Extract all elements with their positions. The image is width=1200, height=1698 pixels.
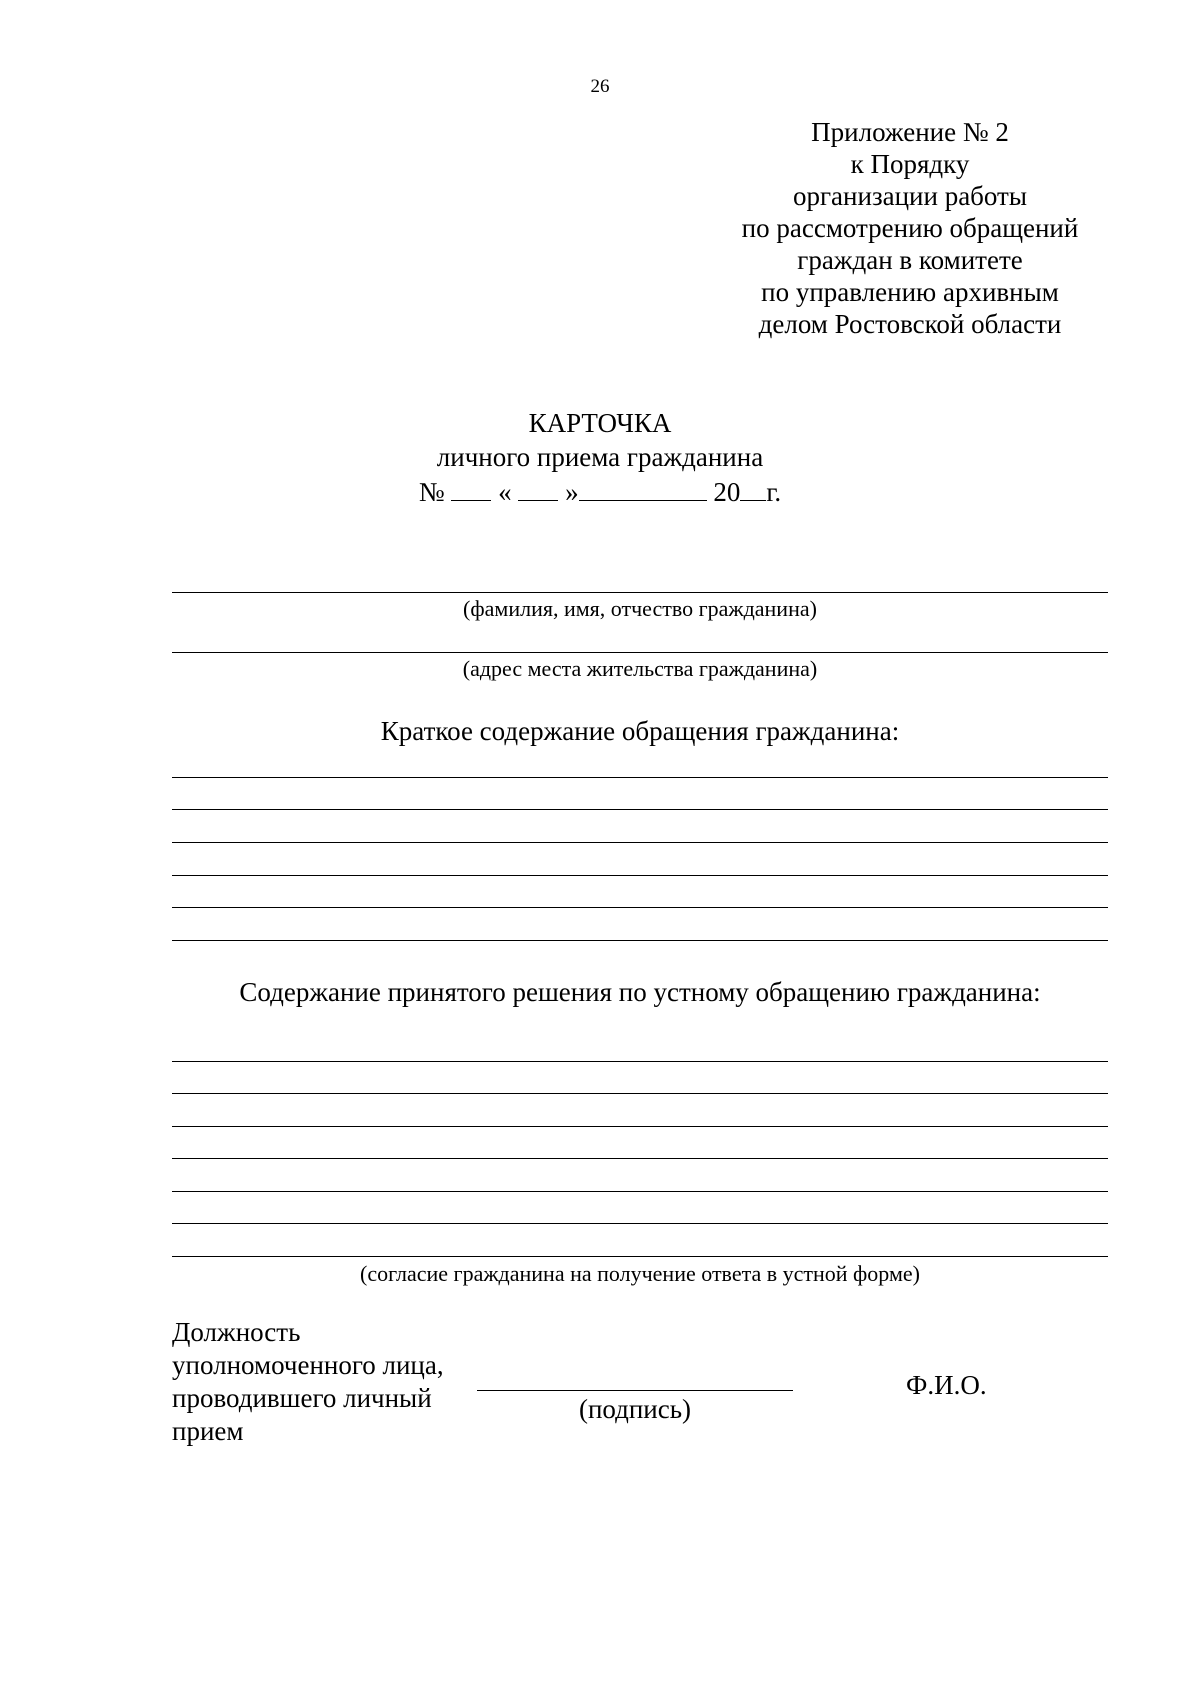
summary-line[interactable]: [172, 809, 1108, 810]
summary-line[interactable]: [172, 842, 1108, 843]
page-number: 26: [590, 76, 610, 97]
appendix-line: к Порядку: [850, 149, 970, 179]
citizen-address-caption: (адрес места жительства гражданина): [462, 656, 818, 681]
decision-line[interactable]: [172, 1061, 1108, 1062]
signature-caption: (подпись): [578, 1394, 692, 1424]
appendix-reference: [700, 116, 1120, 340]
official-position-label: [172, 1316, 472, 1448]
appendix-line: граждан в комитете: [797, 245, 1023, 275]
appendix-line: организации работы: [792, 181, 1027, 211]
decision-line[interactable]: [172, 1158, 1108, 1159]
position-line: уполномоченного лица,: [172, 1350, 444, 1380]
decision-line[interactable]: [172, 1191, 1108, 1192]
summary-heading: Краткое содержание обращения гражданина:: [380, 716, 900, 746]
card-title-block: [0, 406, 1200, 509]
consent-caption: (согласие гражданина на получение ответа в устной форме): [360, 1261, 920, 1286]
card-title: КАРТОЧКА: [528, 408, 672, 438]
decision-heading: Содержание принятого решения по устному обращению гражданина:: [239, 977, 1041, 1007]
quote-open: «: [498, 477, 512, 507]
card-number-date-line: [0, 474, 1200, 509]
year-prefix: 20: [713, 477, 741, 507]
card-number-field[interactable]: [451, 474, 491, 501]
year-field[interactable]: [740, 474, 766, 501]
appendix-line: делом Ростовской области: [758, 309, 1062, 339]
citizen-name-caption: (фамилия, имя, отчество гражданина): [463, 596, 817, 621]
appendix-line: Приложение № 2: [811, 117, 1009, 147]
position-line: прием: [172, 1416, 244, 1446]
citizen-name-line[interactable]: [172, 592, 1108, 593]
number-sign: №: [418, 477, 445, 507]
appendix-line: по рассмотрению обращений: [741, 213, 1079, 243]
decision-line[interactable]: [172, 1223, 1108, 1224]
summary-line[interactable]: [172, 875, 1108, 876]
month-field[interactable]: [579, 474, 707, 501]
card-subtitle: личного приема гражданина: [436, 442, 764, 472]
appendix-line: по управлению архивным: [761, 277, 1059, 307]
day-field[interactable]: [518, 474, 558, 501]
citizen-address-line[interactable]: [172, 652, 1108, 653]
consent-line[interactable]: [172, 1256, 1108, 1257]
full-name-label: Ф.И.О.: [906, 1370, 987, 1400]
signature-line[interactable]: [477, 1390, 793, 1391]
position-line: Должность: [172, 1317, 301, 1347]
decision-line[interactable]: [172, 1126, 1108, 1127]
decision-line[interactable]: [172, 1093, 1108, 1094]
quote-close: »: [565, 477, 579, 507]
summary-line[interactable]: [172, 777, 1108, 778]
summary-line[interactable]: [172, 907, 1108, 908]
summary-line[interactable]: [172, 940, 1108, 941]
position-line: проводившего личный: [172, 1383, 432, 1413]
year-suffix: г.: [766, 477, 782, 507]
